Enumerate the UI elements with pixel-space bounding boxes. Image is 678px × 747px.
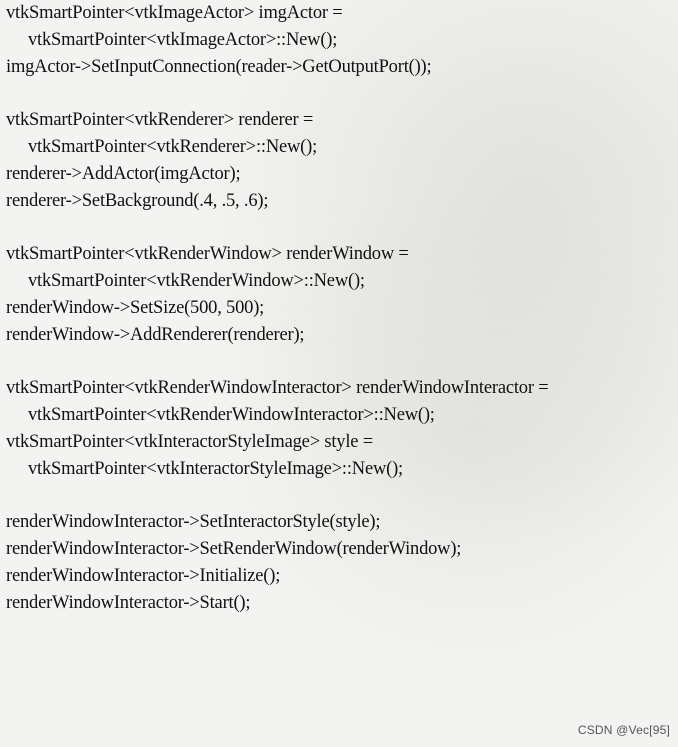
code-line: renderWindowInteractor->SetRenderWindow(renderWindow); bbox=[6, 539, 462, 559]
blank-line bbox=[6, 349, 674, 375]
code-line: imgActor->SetInputConnection(reader->GetOutputPort()); bbox=[6, 57, 432, 77]
blank-line bbox=[6, 215, 674, 241]
code-line: renderWindow->SetSize(500, 500); bbox=[6, 298, 265, 318]
code-line: vtkSmartPointer<vtkRenderer>::New(); bbox=[28, 137, 318, 157]
code-line: vtkSmartPointer<vtkRenderWindowInteractor>::New(); bbox=[28, 405, 435, 425]
code-line: vtkSmartPointer<vtkRenderWindowInteractor> renderWindowInteractor = bbox=[6, 378, 549, 398]
code-listing bbox=[6, 0, 674, 617]
code-line: vtkSmartPointer<vtkImageActor>::New(); bbox=[28, 30, 338, 50]
code-line: renderWindowInteractor->Start(); bbox=[6, 593, 251, 613]
code-line: renderWindow->AddRenderer(renderer); bbox=[6, 325, 305, 345]
code-line: renderer->SetBackground(.4, .5, .6); bbox=[6, 191, 269, 211]
blank-line bbox=[6, 483, 674, 509]
code-line: renderWindowInteractor->Initialize(); bbox=[6, 566, 281, 586]
code-line: vtkSmartPointer<vtkRenderWindow> renderWindow = bbox=[6, 244, 409, 264]
code-line: vtkSmartPointer<vtkImageActor> imgActor = bbox=[6, 3, 343, 23]
code-line: renderer->AddActor(imgActor); bbox=[6, 164, 241, 184]
blank-line bbox=[6, 81, 674, 107]
code-line: vtkSmartPointer<vtkInteractorStyleImage>::New(); bbox=[28, 459, 403, 479]
code-line: renderWindowInteractor->SetInteractorStyle(style); bbox=[6, 512, 381, 532]
code-line: vtkSmartPointer<vtkInteractorStyleImage> style = bbox=[6, 432, 373, 452]
watermark: CSDN @Vec[95] bbox=[577, 723, 670, 737]
code-line: vtkSmartPointer<vtkRenderWindow>::New(); bbox=[28, 271, 365, 291]
code-line: vtkSmartPointer<vtkRenderer> renderer = bbox=[6, 110, 314, 130]
